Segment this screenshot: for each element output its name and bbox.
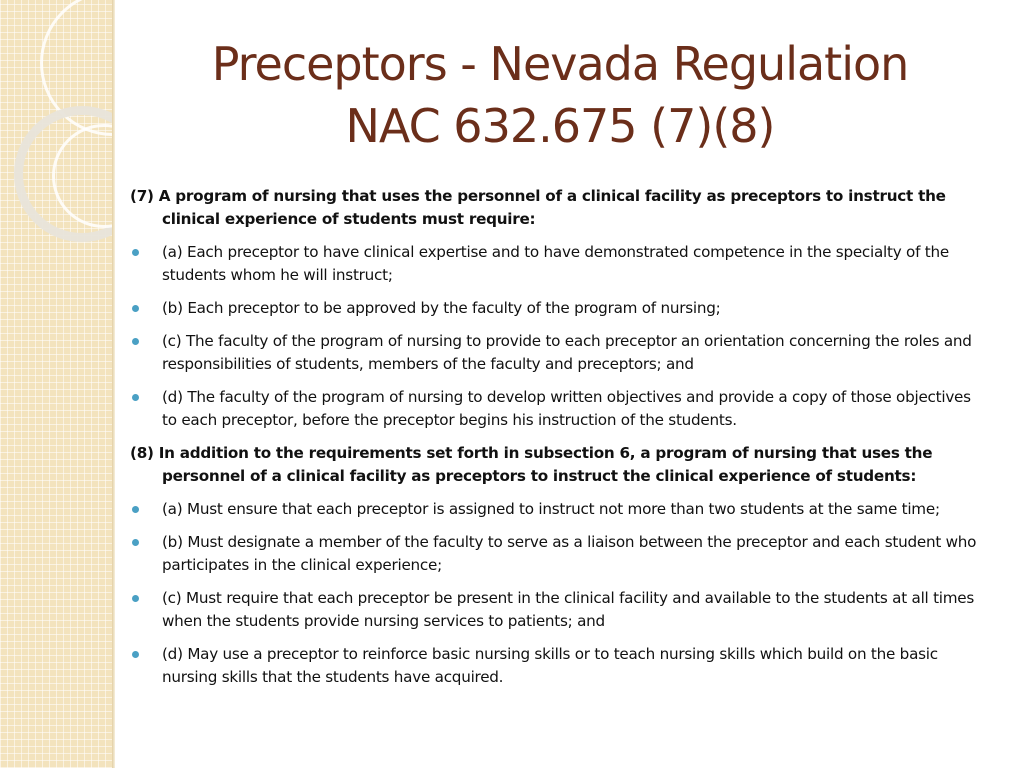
section-7-intro-text: A program of nursing that uses the personnel of a clinical facility as preceptors to instruct the clinical experience of students must require:: [158, 187, 946, 228]
slide-title-line-2: NAC 632.675 (7)(8): [345, 99, 775, 153]
list-item: [130, 297, 990, 320]
list-item: [130, 241, 990, 287]
section-7-intro: [130, 185, 990, 231]
bullet-icon: [132, 305, 139, 312]
list-item-text: (b) Each preceptor to be approved by the faculty of the program of nursing;: [162, 299, 721, 317]
list-item-text: (c) Must require that each preceptor be present in the clinical facility and available to the students at all times when the students provide nursing services to patients; and: [162, 589, 975, 630]
list-item-text: (d) May use a preceptor to reinforce basic nursing skills or to teach nursing skills which build on the basic nursing skills that the students have acquired.: [162, 645, 938, 686]
list-item: [130, 531, 990, 577]
list-item-text: (b) Must designate a member of the faculty to serve as a liaison between the preceptor and each student who participates in the clinical experience;: [162, 533, 977, 574]
list-item: [130, 587, 990, 633]
bullet-icon: [132, 249, 139, 256]
list-item: [130, 386, 990, 432]
bullet-icon: [132, 651, 139, 658]
list-item: [130, 330, 990, 376]
list-item-text: (a) Each preceptor to have clinical expertise and to have demonstrated competence in the specialty of the students whom he will instruct;: [162, 243, 949, 284]
bullet-icon: [132, 394, 139, 401]
bullet-icon: [132, 338, 139, 345]
bullet-icon: [132, 595, 139, 602]
bullet-icon: [132, 506, 139, 513]
bullet-icon: [132, 539, 139, 546]
section-7-label: (7): [130, 187, 154, 205]
section-8-intro: [130, 442, 990, 488]
list-item: [130, 498, 990, 521]
section-8-label: (8): [130, 444, 154, 462]
list-item-text: (c) The faculty of the program of nursing to provide to each preceptor an orientation concerning the roles and responsibilities of students, members of the faculty and preceptors; and: [162, 332, 972, 373]
list-item-text: (d) The faculty of the program of nursing to develop written objectives and provide a copy of those objectives to each preceptor, before the preceptor begins his instruction of the students.: [162, 388, 971, 429]
decorative-sidebar: [0, 0, 112, 768]
list-item: [130, 643, 990, 689]
section-8-intro-text: In addition to the requirements set forth in subsection 6, a program of nursing that uses the personnel of a clinical facility as preceptors to instruct the clinical experience of students:: [158, 444, 933, 485]
slide-title-line-1: Preceptors - Nevada Regulation: [211, 37, 909, 91]
list-item-text: (a) Must ensure that each preceptor is assigned to instruct not more than two students at the same time;: [162, 500, 940, 518]
slide-body: [130, 185, 990, 699]
sidebar-divider: [112, 0, 115, 768]
